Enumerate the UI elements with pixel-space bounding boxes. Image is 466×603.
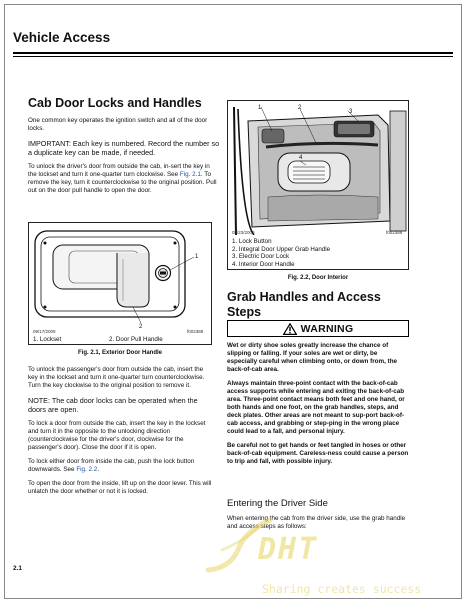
figure-date: 09/17/2009 — [33, 329, 56, 334]
exterior-door-handle-figure — [28, 222, 212, 345]
section-header — [13, 30, 453, 46]
door-interior-illustration — [228, 101, 408, 235]
figure-code: f002388 — [187, 329, 204, 334]
legend-item-grab-handle: 2. Integral Door Upper Grab Handle — [232, 245, 331, 253]
callout-3: 3 — [349, 109, 353, 115]
fig-2-1-link[interactable]: Fig. 2.1 — [179, 171, 201, 178]
paragraph: To unlock the passenger's door from outside the cab, insert the key in the lockset and turn it one-quarter turn counterclockwise. Turn the key clockwise to the original position to remove it. — [28, 366, 205, 389]
figure-code: f002389 — [386, 230, 403, 235]
figure-legend — [232, 238, 408, 268]
callout-1: 1 — [258, 105, 262, 111]
warning-label: WARNING — [300, 322, 354, 335]
door-handle-illustration — [29, 223, 211, 323]
watermark-tagline: Sharing creates success — [262, 582, 422, 596]
note: NOTE: The cab door locks can be operated when the doors are open. — [28, 396, 198, 414]
door-interior-figure — [227, 100, 409, 270]
figure-date: 09/23/2009 — [232, 230, 255, 235]
warning-paragraph: Always maintain three-point contact with the back-of-cab access supports while entering and exiting the back-of-cab area. Three-point contact means both feet and one hand, or both hands and one foot, on the grab handles, steps, and deck plates. Other areas are not meant to sup-port back-of-cab access, and grabbing or step-ping in the wrong place could lead to a fall, and personal injury. — [227, 380, 405, 435]
legend-item-interior-door-handle: 4. Interior Door Handle — [232, 260, 295, 268]
warning-text — [227, 342, 409, 466]
warning-banner — [227, 320, 409, 337]
left-column-lower — [28, 366, 214, 496]
grab-handles-heading: Grab Handles and Access Steps — [227, 290, 381, 319]
legend-item-door-pull-handle: 2. Door Pull Handle — [109, 336, 163, 343]
legend-item-lock-button: 1. Lock Button — [232, 238, 272, 245]
callout-1: 1 — [195, 254, 199, 260]
fig-2-2-link[interactable]: Fig. 2.2 — [76, 466, 98, 473]
callout-2: 2 — [298, 105, 302, 111]
watermark-logo-text: DHT — [258, 532, 319, 567]
legend-item-lockset: 1. Lockset — [33, 336, 62, 343]
callout-4: 4 — [299, 155, 303, 161]
paragraph: To lock either door from inside the cab, push the lock button downwards. See Fig. 2.2. — [28, 458, 195, 473]
paragraph: To unlock the driver's door from outside the cab, in-sert the key in the lockset and turn it one-quarter turn clockwise. See Fig. 2.1. To remove the key, turn it counterclockwise to the original position. Pull out on the door pull handle to open the door. — [28, 163, 217, 194]
figure-legend — [33, 336, 213, 344]
figure-caption: Fig. 2.1, Exterior Door Handle — [77, 350, 163, 356]
figure-caption: Fig. 2.2, Door Interior — [287, 275, 349, 281]
callout-2: 2 — [139, 324, 143, 330]
page-number: 2.1 — [13, 565, 23, 572]
header-rule — [13, 52, 453, 54]
paragraph: When entering the cab from the driver side, use the grab handle and access steps as follows: — [227, 515, 406, 530]
important-note: IMPORTANT: Each key is numbered. Record the number so a duplicate key can be made, if needed. — [28, 139, 220, 157]
left-column — [28, 96, 220, 195]
entering-driver-side-heading: Entering the Driver Side — [227, 498, 328, 509]
paragraph: To lock a door from outside the cab, insert the key in the lockset and turn it in the opposite to the unlocking direction (counterclockwise for the driver's door, clockwise for the passenger's door). Close the door if it is open. — [28, 420, 206, 451]
grab-handles-section — [227, 290, 409, 320]
warning-paragraph: Wet or dirty shoe soles greatly increase the chance of slipping or falling. If your soles are wet or dirty, be especially careful when climbing onto, or down from, the back-of-cab area. — [227, 342, 398, 373]
cab-door-locks-heading: Cab Door Locks and Handles — [28, 96, 202, 110]
warning-triangle-icon — [283, 323, 297, 335]
header-rule-thin — [13, 56, 453, 57]
paragraph: To open the door from the inside, lift up on the door lever. This will unlatch the door whether or not it is locked. — [28, 480, 212, 495]
warning-paragraph: Be careful not to get hands or feet tangled in hoses or other back-of-cab equipment. Careless-ness could cause a person to trip and fall, with possible injury. — [227, 442, 409, 465]
section-title: Vehicle Access — [13, 30, 111, 45]
paragraph: One common key operates the ignition switch and all of the door locks. — [28, 117, 208, 132]
legend-item-electric-door-lock: 3. Electric Door Lock — [232, 253, 290, 261]
